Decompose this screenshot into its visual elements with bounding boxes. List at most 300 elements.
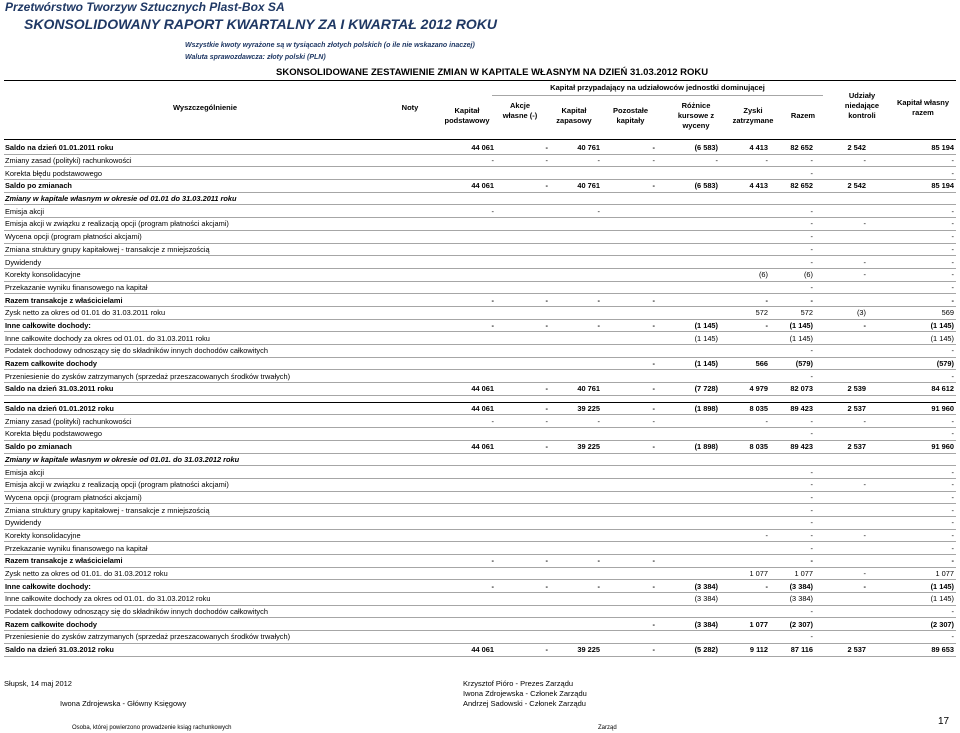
- cell-col-1: [442, 192, 496, 205]
- cell-col-4: [602, 453, 657, 466]
- cell-col-2: -: [496, 154, 550, 167]
- cell-col-7: -: [770, 218, 815, 231]
- cell-col-5: [657, 631, 720, 644]
- row-label: Przeniesienie do zysków zatrzymanych (sprzedaż przeszacowanych środków trwałych): [4, 631, 442, 644]
- cell-col-1: [442, 281, 496, 294]
- cell-col-9: -: [868, 466, 956, 479]
- cell-col-5: (5 282): [657, 643, 720, 656]
- cell-col-4: [602, 567, 657, 580]
- cell-col-6: [720, 516, 770, 529]
- cell-col-2: -: [496, 142, 550, 154]
- cell-col-7: -: [770, 281, 815, 294]
- cell-col-5: (1 145): [657, 332, 720, 345]
- cell-col-7: (579): [770, 357, 815, 370]
- cell-col-7: (6): [770, 268, 815, 281]
- cell-col-2: [496, 542, 550, 555]
- cell-col-2: -: [496, 415, 550, 428]
- cell-col-1: [442, 491, 496, 504]
- cell-col-3: [550, 370, 602, 383]
- cell-col-9: -: [868, 555, 956, 568]
- row-label: Przeniesienie do zysków zatrzymanych (sprzedaż przeszacowanych środków trwałych): [4, 370, 442, 383]
- cell-col-1: [442, 529, 496, 542]
- row-label: Korekta błędu podstawowego: [4, 428, 442, 441]
- cell-col-4: [602, 243, 657, 256]
- cell-col-6: [720, 453, 770, 466]
- cell-col-9: -: [868, 491, 956, 504]
- cell-col-6: 8 035: [720, 402, 770, 415]
- cell-col-8: -: [815, 256, 868, 269]
- cell-col-4: -: [602, 415, 657, 428]
- cell-col-6: (6): [720, 268, 770, 281]
- cell-col-8: [815, 345, 868, 358]
- cell-col-3: -: [550, 555, 602, 568]
- cell-col-3: 40 761: [550, 383, 602, 396]
- table-row: [4, 516, 956, 529]
- table-row: [4, 192, 956, 205]
- cell-col-9: -: [868, 154, 956, 167]
- cell-col-2: [496, 332, 550, 345]
- chief-accountant: Iwona Zdrojewska - Główny Księgowy: [60, 699, 187, 708]
- cell-col-9: 89 653: [868, 643, 956, 656]
- cell-col-5: [657, 491, 720, 504]
- cell-col-3: [550, 631, 602, 644]
- row-label: Saldo po zmianach: [4, 180, 442, 193]
- cell-col-6: [720, 218, 770, 231]
- cell-col-7: 1 077: [770, 567, 815, 580]
- row-label: Inne całkowite dochody:: [4, 319, 442, 332]
- cell-col-3: [550, 306, 602, 319]
- spacer-row: [4, 395, 956, 402]
- cell-col-8: 2 537: [815, 440, 868, 453]
- table-row: [4, 415, 956, 428]
- cell-col-9: -: [868, 167, 956, 180]
- cell-col-1: [442, 230, 496, 243]
- table-title: SKONSOLIDOWANE ZESTAWIENIE ZMIAN W KAPITALE WŁASNYM NA DZIEŃ 31.03.2012 ROKU: [276, 67, 709, 78]
- table-row: [4, 542, 956, 555]
- cell-col-4: -: [602, 142, 657, 154]
- cell-col-3: [550, 428, 602, 441]
- table-row: [4, 230, 956, 243]
- cell-col-8: -: [815, 529, 868, 542]
- row-label: Korekta błędu podstawowego: [4, 167, 442, 180]
- cell-col-4: [602, 428, 657, 441]
- cell-col-6: [720, 205, 770, 218]
- cell-col-5: [657, 345, 720, 358]
- cell-col-7: -: [770, 230, 815, 243]
- cell-col-5: (1 898): [657, 402, 720, 415]
- cell-col-3: 40 761: [550, 180, 602, 193]
- cell-col-8: [815, 281, 868, 294]
- cell-col-4: -: [602, 180, 657, 193]
- cell-col-8: -: [815, 567, 868, 580]
- cell-col-1: -: [442, 580, 496, 593]
- cell-col-3: -: [550, 319, 602, 332]
- table-row: [4, 281, 956, 294]
- cell-col-3: 40 761: [550, 142, 602, 154]
- cell-col-7: [770, 192, 815, 205]
- cell-col-1: -: [442, 205, 496, 218]
- row-label: Podatek dochodowy odnoszący się do składników innych dochodów całkowitych: [4, 345, 442, 358]
- header-rule-bottom: [4, 139, 956, 140]
- cell-col-9: 85 194: [868, 180, 956, 193]
- cell-col-4: -: [602, 357, 657, 370]
- cell-col-8: [815, 230, 868, 243]
- cell-col-5: [657, 516, 720, 529]
- cell-col-3: [550, 230, 602, 243]
- cell-col-9: -: [868, 230, 956, 243]
- cell-col-4: [602, 516, 657, 529]
- table-row: [4, 529, 956, 542]
- col-retained-header: Zyski zatrzymane: [732, 106, 774, 125]
- cell-col-3: [550, 332, 602, 345]
- row-label: Przekazanie wyniku finansowego na kapitał: [4, 281, 442, 294]
- cell-col-5: [657, 415, 720, 428]
- row-label: Wycena opcji (program płatności akcjami): [4, 491, 442, 504]
- cell-col-5: [657, 281, 720, 294]
- cell-col-9: (1 145): [868, 319, 956, 332]
- cell-col-3: [550, 256, 602, 269]
- table-row: [4, 306, 956, 319]
- cell-col-3: [550, 478, 602, 491]
- table-row: [4, 618, 956, 631]
- cell-col-9: -: [868, 370, 956, 383]
- row-label: Inne całkowite dochody za okres od 01.01. do 31.03.2011 roku: [4, 332, 442, 345]
- cell-col-6: -: [720, 415, 770, 428]
- cell-col-8: [815, 332, 868, 345]
- cell-col-2: [496, 268, 550, 281]
- cell-col-1: [442, 345, 496, 358]
- cell-col-5: [657, 478, 720, 491]
- cell-col-7: (2 307): [770, 618, 815, 631]
- cell-col-1: [442, 504, 496, 517]
- table-row: [4, 593, 956, 606]
- row-label: Saldo na dzień 01.01.2012 roku: [4, 402, 442, 415]
- cell-col-7: -: [770, 529, 815, 542]
- cell-col-3: -: [550, 580, 602, 593]
- row-label: Emisja akcji w związku z realizacją opcji (program płatności akcjami): [4, 478, 442, 491]
- table-row: [4, 428, 956, 441]
- cell-col-9: -: [868, 605, 956, 618]
- cell-col-1: [442, 428, 496, 441]
- cell-col-5: [657, 453, 720, 466]
- cell-col-7: -: [770, 542, 815, 555]
- table-row: [4, 466, 956, 479]
- amounts-note: Wszystkie kwoty wyrażone są w tysiącach złotych polskich (o ile nie wskazano inaczej): [185, 42, 475, 49]
- cell-col-3: -: [550, 415, 602, 428]
- cell-col-1: 44 061: [442, 180, 496, 193]
- cell-col-5: (6 583): [657, 142, 720, 154]
- cell-col-8: [815, 167, 868, 180]
- group-rule: [492, 95, 823, 96]
- row-label: Razem całkowite dochody: [4, 357, 442, 370]
- cell-col-1: 44 061: [442, 142, 496, 154]
- cell-col-7: -: [770, 555, 815, 568]
- cell-col-8: 2 539: [815, 383, 868, 396]
- cell-col-7: 87 116: [770, 643, 815, 656]
- cell-col-5: [657, 555, 720, 568]
- cell-col-8: -: [815, 154, 868, 167]
- cell-col-1: [442, 306, 496, 319]
- cell-col-7: -: [770, 415, 815, 428]
- cell-col-8: [815, 243, 868, 256]
- cell-col-5: [657, 529, 720, 542]
- cell-col-9: 85 194: [868, 142, 956, 154]
- cell-col-1: [442, 542, 496, 555]
- row-label: Saldo na dzień 31.03.2012 roku: [4, 643, 442, 656]
- table-row: [4, 268, 956, 281]
- cell-col-4: [602, 218, 657, 231]
- cell-col-9: (1 145): [868, 332, 956, 345]
- cell-col-9: -: [868, 294, 956, 307]
- cell-col-5: [657, 268, 720, 281]
- cell-col-8: [815, 542, 868, 555]
- cell-col-5: (3 384): [657, 580, 720, 593]
- cell-col-4: [602, 332, 657, 345]
- cell-col-4: [602, 491, 657, 504]
- table-row: [4, 402, 956, 415]
- cell-col-9: -: [868, 478, 956, 491]
- cell-col-9: -: [868, 415, 956, 428]
- cell-col-1: 44 061: [442, 402, 496, 415]
- cell-col-9: -: [868, 345, 956, 358]
- cell-col-8: -: [815, 580, 868, 593]
- table-row: [4, 256, 956, 269]
- col-fx-header: Różnice kursowe z wyceny: [677, 101, 715, 130]
- table-row: [4, 370, 956, 383]
- cell-col-7: -: [770, 256, 815, 269]
- cell-col-6: 566: [720, 357, 770, 370]
- cell-col-3: 39 225: [550, 402, 602, 415]
- cell-col-4: [602, 370, 657, 383]
- cell-col-9: -: [868, 516, 956, 529]
- cell-col-9: -: [868, 542, 956, 555]
- cell-col-4: [602, 306, 657, 319]
- cell-col-3: [550, 567, 602, 580]
- table-row: [4, 180, 956, 193]
- row-label: Inne całkowite dochody za okres od 01.01. do 31.03.2012 roku: [4, 593, 442, 606]
- page-number: 17: [938, 716, 950, 727]
- cell-col-8: 2 537: [815, 402, 868, 415]
- cell-col-1: [442, 478, 496, 491]
- cell-col-8: (3): [815, 306, 868, 319]
- cell-col-3: [550, 504, 602, 517]
- cell-col-7: 572: [770, 306, 815, 319]
- cell-col-4: [602, 230, 657, 243]
- cell-col-2: [496, 428, 550, 441]
- cell-col-7: -: [770, 605, 815, 618]
- table-row: [4, 555, 956, 568]
- cell-col-5: [657, 243, 720, 256]
- cell-col-8: [815, 516, 868, 529]
- table-row: [4, 142, 956, 154]
- cell-col-8: [815, 294, 868, 307]
- cell-col-8: [815, 192, 868, 205]
- col-own-shares-header: Akcje własne (-): [502, 101, 538, 120]
- place-date: Słupsk, 14 maj 2012: [4, 679, 72, 688]
- cell-col-5: (3 384): [657, 593, 720, 606]
- cell-col-2: [496, 192, 550, 205]
- cell-col-6: 4 413: [720, 142, 770, 154]
- cell-col-2: [496, 281, 550, 294]
- cell-col-4: [602, 542, 657, 555]
- cell-col-5: [657, 294, 720, 307]
- cell-col-2: [496, 631, 550, 644]
- board-caption: Zarząd: [598, 725, 617, 731]
- cell-col-4: -: [602, 580, 657, 593]
- cell-col-3: [550, 491, 602, 504]
- table-row: [4, 383, 956, 396]
- cell-col-3: [550, 218, 602, 231]
- cell-col-1: [442, 256, 496, 269]
- cell-col-1: [442, 167, 496, 180]
- cell-col-4: [602, 593, 657, 606]
- table-row: [4, 580, 956, 593]
- cell-col-8: [815, 618, 868, 631]
- cell-col-1: 44 061: [442, 383, 496, 396]
- cell-col-5: (3 384): [657, 618, 720, 631]
- cell-col-2: -: [496, 294, 550, 307]
- cell-col-3: [550, 167, 602, 180]
- cell-col-5: [657, 256, 720, 269]
- row-label: Zmiany w kapitale własnym w okresie od 01.01 do 31.03.2011 roku: [4, 192, 442, 205]
- cell-col-5: (1 898): [657, 440, 720, 453]
- cell-col-3: [550, 281, 602, 294]
- cell-col-1: -: [442, 319, 496, 332]
- row-label: Zysk netto za okres od 01.01. do 31.03.2012 roku: [4, 567, 442, 580]
- cell-col-2: [496, 256, 550, 269]
- col-noty-header: Noty: [401, 103, 419, 112]
- row-label: Zmiany zasad (polityki) rachunkowości: [4, 154, 442, 167]
- cell-col-2: [496, 205, 550, 218]
- cell-col-9: -: [868, 268, 956, 281]
- cell-col-9: (1 145): [868, 593, 956, 606]
- table-row: [4, 294, 956, 307]
- row-label: Saldo na dzień 01.01.2011 roku: [4, 142, 442, 154]
- cell-col-8: [815, 593, 868, 606]
- cell-col-6: -: [720, 580, 770, 593]
- cell-col-4: [602, 167, 657, 180]
- cell-col-1: [442, 567, 496, 580]
- cell-col-8: [815, 357, 868, 370]
- cell-col-3: [550, 618, 602, 631]
- cell-col-7: 89 423: [770, 402, 815, 415]
- cell-col-7: -: [770, 205, 815, 218]
- cell-col-5: [657, 205, 720, 218]
- cell-col-4: [602, 466, 657, 479]
- cell-col-4: -: [602, 618, 657, 631]
- cell-col-6: 8 035: [720, 440, 770, 453]
- row-label: Saldo po zmianach: [4, 440, 442, 453]
- cell-col-6: -: [720, 319, 770, 332]
- cell-col-1: [442, 332, 496, 345]
- cell-col-2: [496, 491, 550, 504]
- cell-col-8: [815, 605, 868, 618]
- cell-col-9: [868, 453, 956, 466]
- cell-col-1: 44 061: [442, 643, 496, 656]
- cell-col-6: [720, 192, 770, 205]
- cell-col-6: 4 413: [720, 180, 770, 193]
- cell-col-2: [496, 243, 550, 256]
- cell-col-4: [602, 256, 657, 269]
- cell-col-6: [720, 345, 770, 358]
- table-row: [4, 332, 956, 345]
- cell-col-8: -: [815, 415, 868, 428]
- cell-col-4: -: [602, 440, 657, 453]
- cell-col-4: [602, 205, 657, 218]
- cell-col-7: -: [770, 491, 815, 504]
- cell-col-8: [815, 491, 868, 504]
- cell-col-2: [496, 478, 550, 491]
- cell-col-2: [496, 370, 550, 383]
- table-row: [4, 643, 956, 656]
- cell-col-5: (6 583): [657, 180, 720, 193]
- cell-col-4: -: [602, 643, 657, 656]
- row-label: Saldo na dzień 31.03.2011 roku: [4, 383, 442, 396]
- table-row: [4, 167, 956, 180]
- cell-col-2: [496, 466, 550, 479]
- cell-col-2: [496, 453, 550, 466]
- board-member-2: Iwona Zdrojewska - Członek Zarządu: [463, 689, 587, 698]
- equity-changes-table: [4, 142, 956, 657]
- cell-col-9: -: [868, 205, 956, 218]
- row-label: Razem transakcje z właścicielami: [4, 294, 442, 307]
- cell-col-5: (7 728): [657, 383, 720, 396]
- row-label: Razem transakcje z właścicielami: [4, 555, 442, 568]
- cell-col-3: [550, 593, 602, 606]
- cell-col-6: 572: [720, 306, 770, 319]
- cell-col-7: -: [770, 466, 815, 479]
- row-label: Przekazanie wyniku finansowego na kapitał: [4, 542, 442, 555]
- cell-col-6: [720, 605, 770, 618]
- cell-col-7: -: [770, 167, 815, 180]
- cell-col-9: -: [868, 281, 956, 294]
- table-row: [4, 218, 956, 231]
- cell-col-6: [720, 466, 770, 479]
- row-label: Podatek dochodowy odnoszący się do składników innych dochodów całkowitych: [4, 605, 442, 618]
- cell-col-3: [550, 529, 602, 542]
- row-label: Dywidendy: [4, 256, 442, 269]
- report-title: SKONSOLIDOWANY RAPORT KWARTALNY ZA I KWARTAŁ 2012 ROKU: [24, 16, 497, 32]
- table-row: [4, 478, 956, 491]
- cell-col-7: (1 145): [770, 332, 815, 345]
- cell-col-7: -: [770, 428, 815, 441]
- row-label: Wycena opcji (program płatności akcjami): [4, 230, 442, 243]
- cell-col-5: [657, 218, 720, 231]
- cell-col-8: -: [815, 268, 868, 281]
- cell-col-3: -: [550, 154, 602, 167]
- cell-col-7: (3 384): [770, 580, 815, 593]
- cell-col-3: [550, 466, 602, 479]
- cell-col-3: [550, 357, 602, 370]
- cell-col-9: -: [868, 631, 956, 644]
- cell-col-1: 44 061: [442, 440, 496, 453]
- cell-col-6: [720, 243, 770, 256]
- cell-col-2: [496, 529, 550, 542]
- col-nci-header: Udziały niedające kontroli: [844, 91, 880, 120]
- table-row: [4, 440, 956, 453]
- cell-col-1: [442, 605, 496, 618]
- cell-col-3: 39 225: [550, 440, 602, 453]
- cell-col-7: -: [770, 478, 815, 491]
- row-label: Zysk netto za okres od 01.01 do 31.03.2011 roku: [4, 306, 442, 319]
- cell-col-7: 82 652: [770, 142, 815, 154]
- col-capital-header: Kapitał podstawowy: [444, 106, 490, 125]
- cell-col-7: 82 073: [770, 383, 815, 396]
- cell-col-7: -: [770, 154, 815, 167]
- cell-col-5: [657, 605, 720, 618]
- cell-col-8: -: [815, 319, 868, 332]
- cell-col-3: [550, 243, 602, 256]
